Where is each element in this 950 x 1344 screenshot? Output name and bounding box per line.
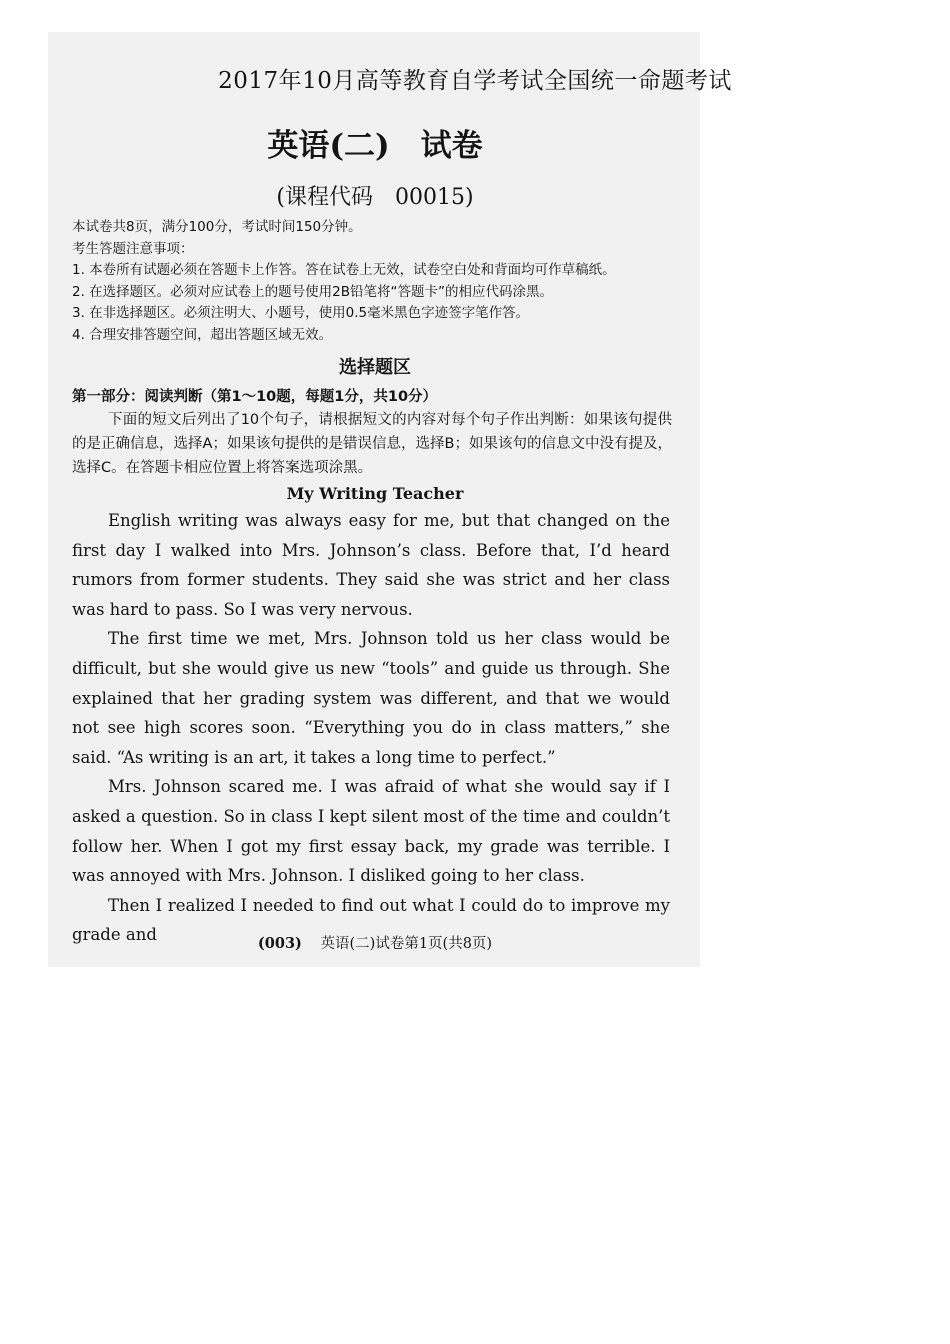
exam-notes xyxy=(72,217,692,346)
reading-passage xyxy=(72,506,670,950)
passage-paragraph: Then I realized I needed to find out what I could do to improve my grade and xyxy=(72,895,670,945)
paper-code: (003) xyxy=(257,935,302,952)
passage-paragraph: The first time we met, Mrs. Johnson told us her class would be difficult, but she would give us new “tools” and guide us through. She explained that her grading system was different, and that we would not see high scores soon. “Everything you do in class matters,” she said. “As writing is an art, it takes a long time to perfect.” xyxy=(72,629,670,767)
note-line: 3. 在非选择题区。必须注明大、小题号，使用0.5毫米黑色字迹签字笔作答。 xyxy=(72,305,530,321)
course-code: (课程代码 00015) xyxy=(276,185,474,210)
note-line: 2. 在选择题区。必须对应试卷上的题号使用2B铅笔将“答题卡”的相应代码涂黑。 xyxy=(72,283,554,300)
note-line: 4. 合理安排答题空间，超出答题区域无效。 xyxy=(72,326,333,343)
part-title: 第一部分：阅读判断（第1～10题，每题1分，共10分） xyxy=(72,389,438,405)
note-line: 1. 本卷所有试题必须在答题卡上作答。答在试卷上无效，试卷空白处和背面均可作草稿纸。 xyxy=(72,262,616,278)
part-instructions: 下面的短文后列出了10个句子，请根据短文的内容对每个句子作出判断：如果该句提供的是正确信息，选择A；如果该句提供的是错误信息，选择B；如果该句的信息文中没有提及，选择C。在答题卡相应位置上将答案选项涂黑。 xyxy=(72,412,672,476)
passage-paragraph: English writing was always easy for me, but that changed on the first day I walked into Mrs. Johnson’s class. Before that, I’d heard rumors from former students. They said she was strict and her class was hard to pass. So I was very nervous. xyxy=(72,511,670,619)
page-number: 英语(二)试卷第1页(共8页) xyxy=(320,936,493,952)
passage-paragraph: Mrs. Johnson scared me. I was afraid of what she would say if I asked a question. So in class I kept silent most of the time and couldn’t follow her. When I got my first essay back, my grade was terrible. I was annoyed with Mrs. Johnson. I disliked going to her class. xyxy=(72,777,670,886)
paper-title: 英语(二) 试卷 xyxy=(267,128,483,164)
note-line: 本试卷共8页，满分100分，考试时间150分钟。 xyxy=(72,219,362,235)
passage-title: My Writing Teacher xyxy=(286,484,464,503)
section-heading: 选择题区 xyxy=(339,357,411,378)
note-line: 考生答题注意事项： xyxy=(72,240,194,257)
exam-title: 2017年10月高等教育自学考试全国统一命题考试 xyxy=(218,68,732,94)
page-footer xyxy=(0,932,750,953)
